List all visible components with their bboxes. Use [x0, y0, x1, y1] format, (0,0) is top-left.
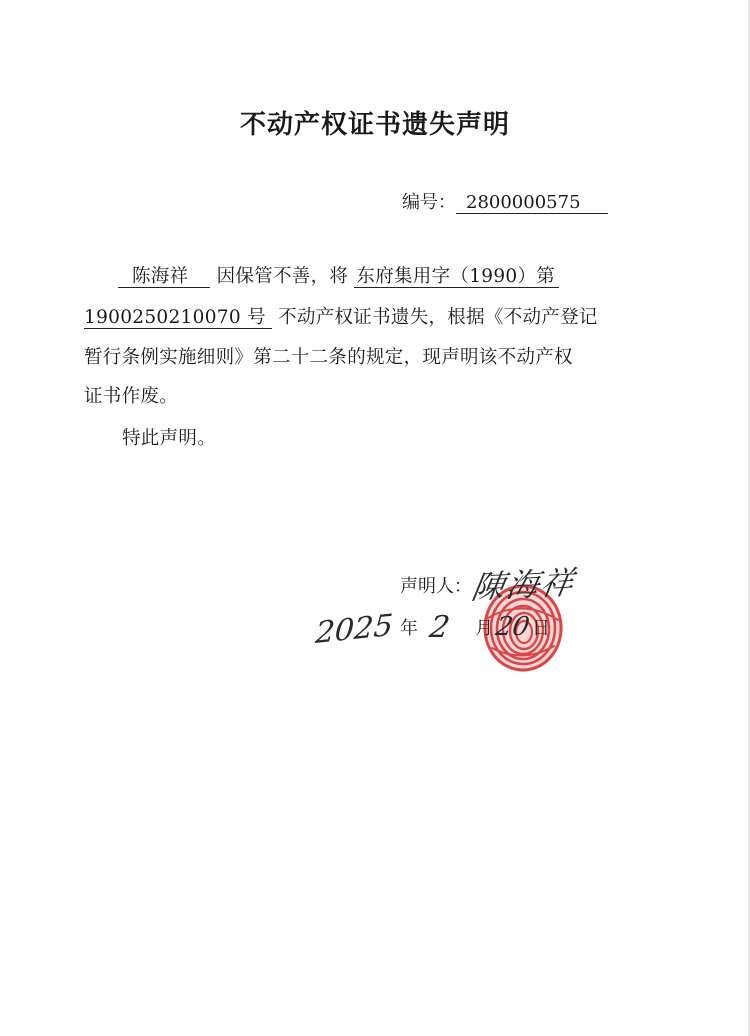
declaration-date — [300, 610, 620, 660]
date-day-unit: 日 — [532, 618, 550, 639]
document-title: 不动产权证书遗失声明 — [239, 110, 510, 140]
declarant-signature: 陳海祥 — [469, 563, 579, 607]
declarant-label: 声明人： — [400, 576, 472, 597]
certificate-number: 1900250210070 号 — [84, 307, 272, 329]
document-number-label: 编号： — [402, 192, 456, 213]
body-text-2: 不动产权证书遗失，根据《不动产登记 — [278, 307, 598, 328]
owner-name: 陈海祥 — [118, 266, 210, 288]
body-line-4: 证书作废。 — [84, 386, 179, 407]
body-line-2 — [84, 303, 598, 329]
document-number-value: 2800000575 — [456, 192, 608, 214]
body-line-1 — [118, 262, 559, 288]
body-line-3: 暂行条例实施细则》第二十二条的规定，现声明该不动产权 — [84, 347, 573, 368]
certificate-prefix: 东府集用字（1990）第 — [354, 266, 559, 288]
date-day-handwritten: 20 — [493, 612, 532, 642]
date-year-unit: 年 — [400, 618, 418, 639]
date-month-unit: 月 — [475, 618, 493, 639]
document-number — [402, 188, 608, 214]
date-year-handwritten: 2025 — [314, 608, 395, 651]
closing-statement: 特此声明。 — [122, 428, 217, 449]
date-month-handwritten: 2 — [426, 610, 453, 645]
body-text-1: 因保管不善，将 — [216, 266, 349, 287]
